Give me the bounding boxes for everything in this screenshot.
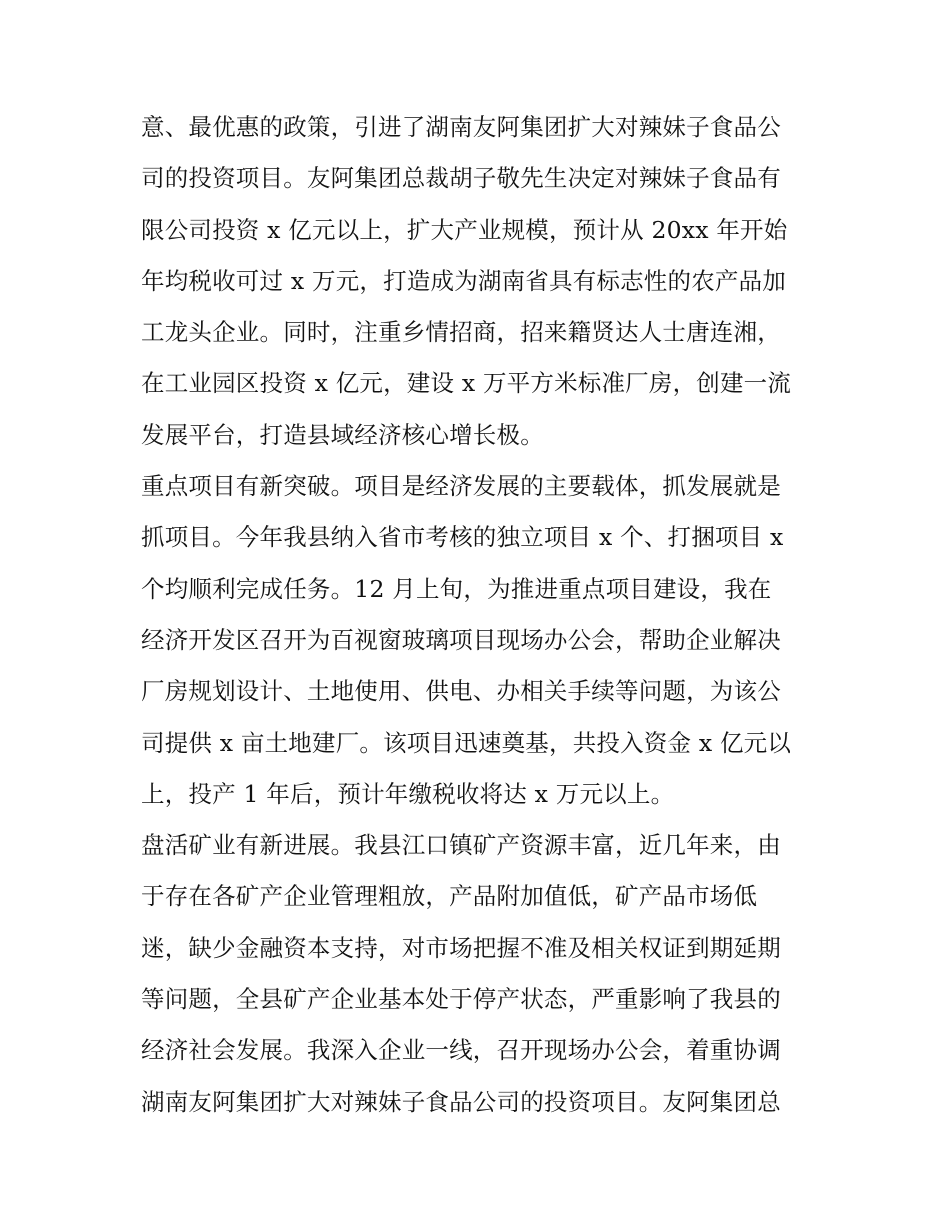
text-line: 抓项目。今年我县纳入省市考核的独立项目 x 个、打捆项目 x <box>141 523 784 552</box>
text-line: 厂房规划设计、土地使用、供电、办相关手续等问题，为该公 <box>141 677 781 706</box>
text-line: 个均顺利完成任务。12 月上旬，为推进重点项目建设，我在 <box>141 574 772 603</box>
text-line: 等问题，全县矿产企业基本处于停产状态，严重影响了我县的 <box>141 985 781 1014</box>
text-line: 司提供 x 亩土地建厂。该项目迅速奠基，共投入资金 x 亿元以 <box>141 728 792 757</box>
text-line: 限公司投资 x 亿元以上，扩大产业规模，预计从 20xx 年开始 <box>141 215 788 244</box>
text-line: 盘活矿业有新进展。我县江口镇矿产资源丰富，近几年来，由 <box>141 831 781 860</box>
text-line: 上，投产 1 年后，预计年缴税收将达 x 万元以上。 <box>141 779 675 808</box>
text-line: 经济社会发展。我深入企业一线，召开现场办公会，着重协调 <box>141 1036 781 1065</box>
text-line: 年均税收可过 x 万元，打造成为湖南省具有标志性的农产品加 <box>141 266 786 295</box>
text-line: 重点项目有新突破。项目是经济发展的主要载体，抓发展就是 <box>141 472 781 501</box>
text-line: 湖南友阿集团扩大对辣妹子食品公司的投资项目。友阿集团总 <box>141 1087 781 1116</box>
text-line: 工龙头企业。同时，注重乡情招商，招来籍贤达人士唐连湘， <box>141 318 781 347</box>
text-line: 在工业园区投资 x 亿元，建设 x 万平方米标准厂房，创建一流 <box>141 369 792 398</box>
text-line: 意、最优惠的政策，引进了湖南友阿集团扩大对辣妹子食品公 <box>141 113 781 141</box>
text-line: 于存在各矿产企业管理粗放，产品附加值低，矿产品市场低 <box>141 882 758 911</box>
document-body <box>141 102 821 1128</box>
text-line: 司的投资项目。友阿集团总裁胡子敬先生决定对辣妹子食品有 <box>141 164 781 193</box>
text-line: 发展平台，打造县域经济核心增长极。 <box>141 420 544 449</box>
text-line: 经济开发区召开为百视窗玻璃项目现场办公会，帮助企业解决 <box>141 625 781 654</box>
text-line: 迷，缺少金融资本支持，对市场把握不准及相关权证到期延期 <box>141 933 781 962</box>
